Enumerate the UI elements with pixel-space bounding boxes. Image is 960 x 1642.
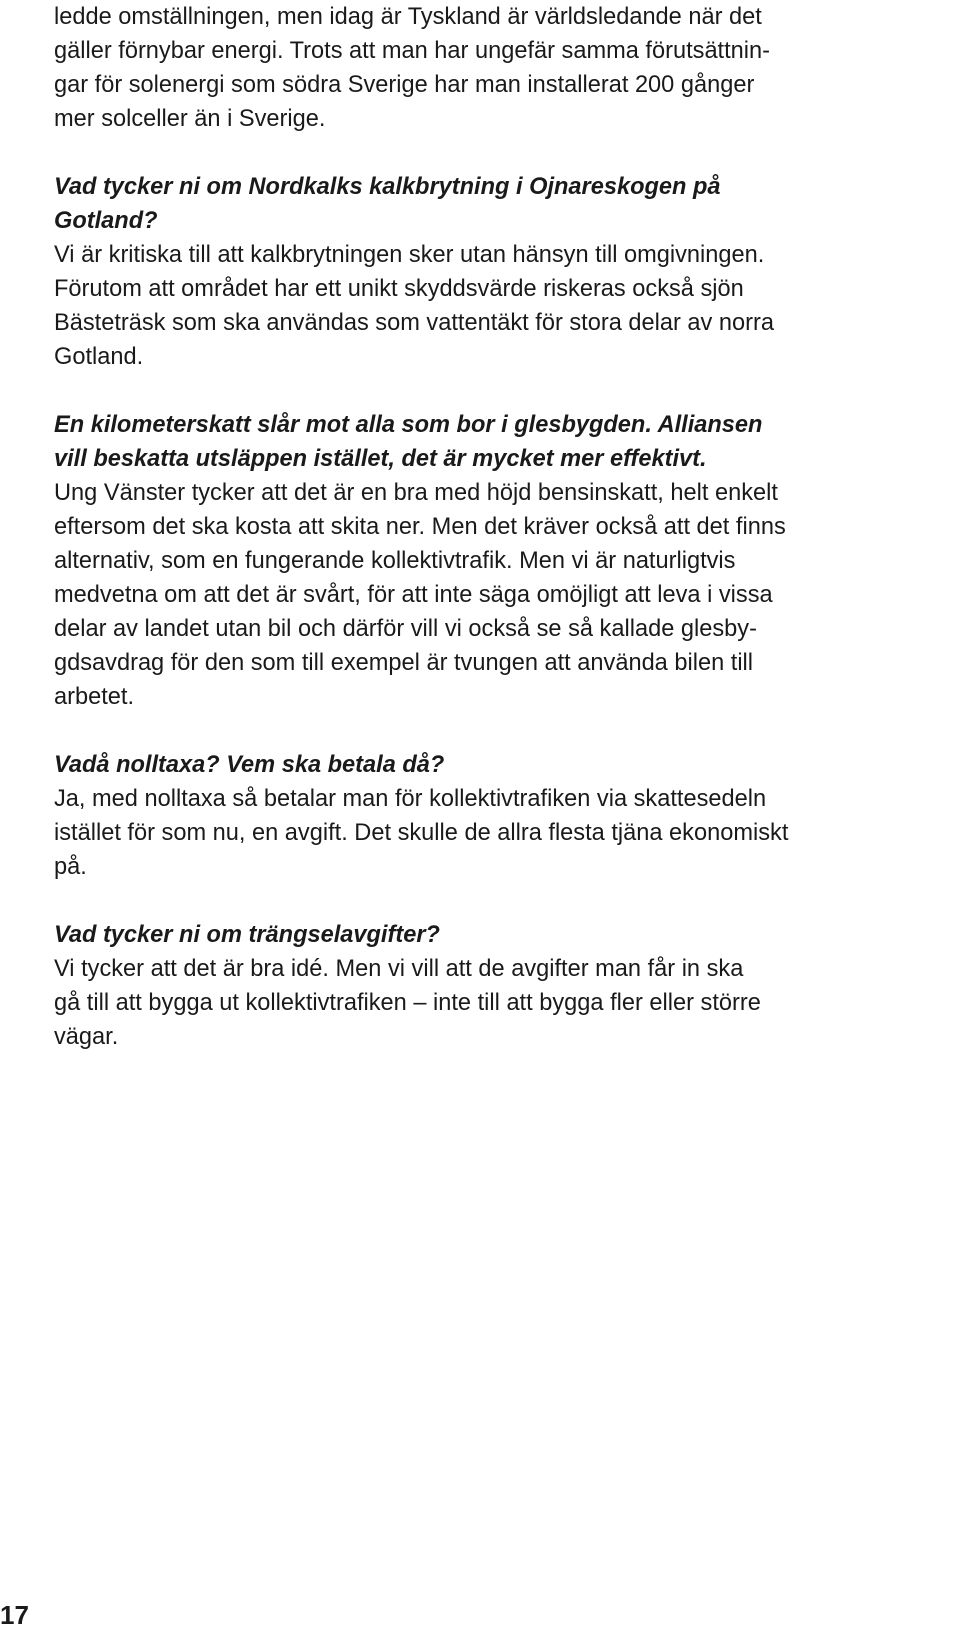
question-line: Vadå nolltaxa? Vem ska betala då? xyxy=(54,752,445,778)
answer-line: eftersom det ska kosta att skita ner. Men det kräver också att det finns xyxy=(54,514,786,540)
answer-line: vägar. xyxy=(54,1024,119,1050)
question-line: vill beskatta utsläppen istället, det är mycket mer effektivt. xyxy=(54,446,707,472)
paragraph-gap xyxy=(54,136,946,170)
document-page xyxy=(54,0,946,1054)
answer-line: alternativ, som en fungerande kollektivtrafik. Men vi är naturligtvis xyxy=(54,548,736,574)
answer-line: arbetet. xyxy=(54,684,135,710)
answer-line: Bästeträsk som ska användas som vattentäkt för stora delar av norra xyxy=(54,310,774,336)
question-line: Vad tycker ni om trängselavgifter? xyxy=(54,922,440,948)
answer-line: medvetna om att det är svårt, för att inte säga omöjligt att leva i vissa xyxy=(54,582,773,608)
paragraph-gap xyxy=(54,884,946,918)
question-line: En kilometerskatt slår mot alla som bor i glesbygden. Alliansen xyxy=(54,412,763,438)
question-line: Vad tycker ni om Nordkalks kalkbrytning i Ojnareskogen på xyxy=(54,174,721,200)
section-kilometerskatt xyxy=(54,408,946,714)
text-line: gäller förnybar energi. Trots att man har ungefär samma förutsättnin- xyxy=(54,38,771,64)
paragraph-gap xyxy=(54,374,946,408)
text-line: gar för solenergi som södra Sverige har man installerat 200 gånger xyxy=(54,72,755,98)
answer-line: gå till att bygga ut kollektivtrafiken – inte till att bygga fler eller större xyxy=(54,990,761,1016)
section-ojnareskogen xyxy=(54,170,946,374)
text-line: ledde omställningen, men idag är Tyskland är världsledande när det xyxy=(54,4,762,30)
answer-line: Vi tycker att det är bra idé. Men vi vill att de avgifter man får in ska xyxy=(54,956,744,982)
text-line: mer solceller än i Sverige. xyxy=(54,106,326,132)
answer-line: på. xyxy=(54,854,87,880)
answer-line: Förutom att området har ett unikt skyddsvärde riskeras också sjön xyxy=(54,276,744,302)
intro-paragraph xyxy=(54,0,946,136)
page-number: 17 xyxy=(0,1600,29,1630)
answer-line: istället för som nu, en avgift. Det skulle de allra flesta tjäna ekonomiskt xyxy=(54,820,789,846)
section-nolltaxa xyxy=(54,748,946,884)
paragraph-gap xyxy=(54,714,946,748)
answer-line: Ja, med nolltaxa så betalar man för kollektivtrafiken via skattesedeln xyxy=(54,786,767,812)
answer-line: Gotland. xyxy=(54,344,144,370)
answer-line: Ung Vänster tycker att det är en bra med höjd bensinskatt, helt enkelt xyxy=(54,480,778,506)
section-trangselavgifter xyxy=(54,918,946,1054)
question-line: Gotland? xyxy=(54,208,158,234)
answer-line: Vi är kritiska till att kalkbrytningen sker utan hänsyn till omgivningen. xyxy=(54,242,765,268)
answer-line: delar av landet utan bil och därför vill vi också se så kallade glesby- xyxy=(54,616,757,642)
answer-line: gdsavdrag för den som till exempel är tvungen att använda bilen till xyxy=(54,650,754,676)
